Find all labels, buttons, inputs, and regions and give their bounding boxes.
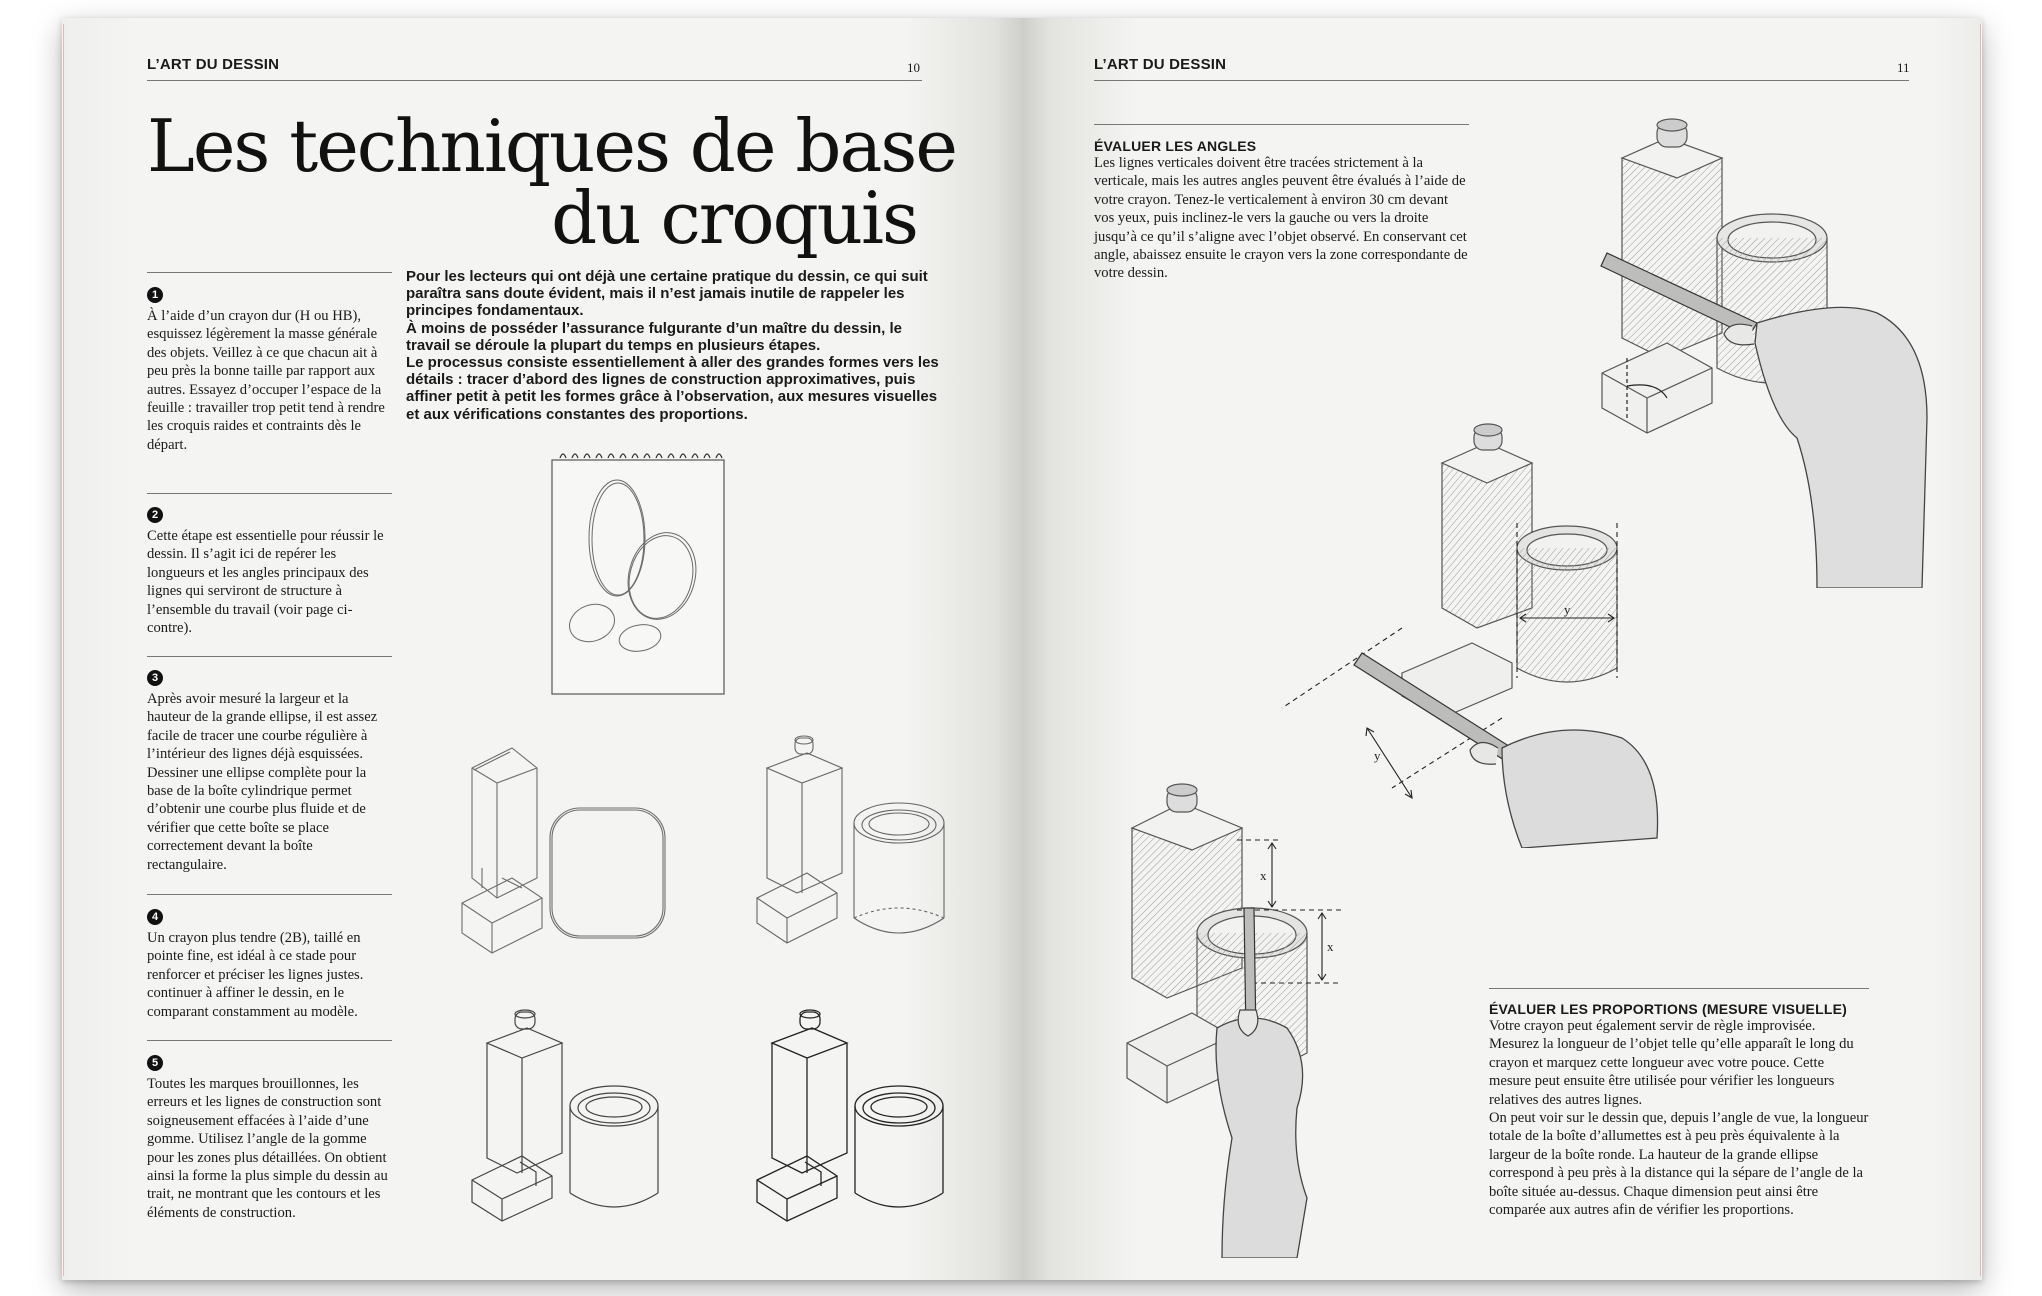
intro-paragraph: Le processus consiste essentiellement à aller des grandes formes vers les détails : tracer d’abord des lignes de construction approximatives, puis affiner petit à petit les formes grâce à l’observation, aux mesures visuelles et aux vérifications constantes des proportions. — [406, 354, 939, 423]
intro-text — [406, 268, 944, 423]
section-proportions — [1489, 1001, 1869, 1219]
section-heading: ÉVALUER LES PROPORTIONS (MESURE VISUELLE) — [1489, 1001, 1847, 1017]
header-rule — [1094, 80, 1909, 81]
section-angles — [1094, 138, 1469, 283]
step-rule — [147, 1040, 392, 1041]
step-rule — [147, 894, 392, 895]
section-paragraph: On peut voir sur le dessin que, depuis l’angle de vue, la longueur totale de la boîte d’allumettes est à peu près équivalente à la largeur de la boîte ronde. La hauteur de la grande ellipse correspond à peu près à la distance qui la sépare de l’angle de la boîte située au-dessus. Chaque dimension peut ainsi être comparée aux autres afin de vérifier les proportions. — [1489, 1110, 1869, 1219]
step-2 — [147, 505, 392, 637]
section-rule — [1489, 988, 1869, 989]
section-paragraph: Les lignes verticales doivent être tracées strictement à la verticale, mais les autres angles peuvent être évalués à l’aide de votre crayon. Tenez-le verticalement à environ 30 cm devant vos yeux, puis inclinez-le vers la gauche ou vers la droite jusqu’à ce qu’il s’aligne avec l’objet observé. En conservant cet angle, abaissez ensuite le crayon vers la zone correspondante de votre dessin. — [1094, 155, 1468, 282]
final-line-drawing-illustration — [727, 1008, 967, 1228]
right-page — [1022, 18, 1982, 1280]
height-measure-illustration — [1122, 778, 1532, 1258]
section-text — [1489, 1017, 1869, 1219]
step-text: Après avoir mesuré la largeur et la hauteur de la grande ellipse, il est assez facile de tracer une courbe régulière à l’intérieur des lignes déjà esquissées. Dessiner une ellipse complète pour la base de la boîte cylindrique permet d’obtenir une courbe plus fluide et de vérifier que cette boîte se place correctement devant la boîte rectangulaire. — [147, 691, 378, 873]
page-edge — [62, 24, 64, 1276]
sketchbook-illustration — [542, 448, 732, 698]
step-1 — [147, 285, 392, 454]
step-rule — [147, 656, 392, 657]
header-rule — [147, 80, 922, 81]
measure-label-y: y — [1374, 748, 1381, 763]
page-title — [147, 104, 1007, 260]
page-number: 10 — [907, 60, 920, 75]
step-text: Un crayon plus tendre (2B), taillé en pointe fine, est idéal à ce stade pour renforcer et préciser les lignes justes. continuer à affiner le dessin, en le comparant constamment au modèle. — [147, 930, 364, 1020]
page-edge — [1980, 24, 1982, 1276]
measure-label-y: y — [1564, 602, 1571, 617]
step-3 — [147, 668, 392, 874]
step-number: 1 — [147, 287, 163, 303]
section-rule — [1094, 124, 1469, 125]
title-line-1: Les techniques de base — [147, 104, 956, 188]
intro-paragraph: Pour les lecteurs qui ont déjà une certaine pratique du dessin, ce qui suit paraîtra sans doute évident, mais il n’est jamais inutile de rappeler les principes fondamentaux. — [406, 268, 928, 320]
step-4 — [147, 907, 392, 1021]
step-5 — [147, 1053, 392, 1222]
title-line-2: du croquis — [551, 176, 917, 260]
ellipse-sketch-illustration — [727, 728, 967, 968]
step-text: À l’aide d’un crayon dur (H ou HB), esquissez légèrement la masse générale des objets. Veillez à ce que chacun ait à peu près la bonne taille par rapport aux autres. Essayez d’occuper l’espace de la feuille : travailler trop petit tend à rendre les croquis raides et contraints dès le départ. — [147, 308, 385, 453]
step-rule — [147, 272, 392, 273]
section-text — [1094, 154, 1469, 283]
intro-paragraph: À moins de posséder l’assurance fulgurante d’un maître du dessin, le travail se déroule la plupart du temps en plusieurs étapes. — [406, 319, 902, 354]
step-text: Toutes les marques brouillonnes, les erreurs et les lignes de construction sont soigneusement effacées à l’aide d’une gomme. Utilisez l’angle de la gomme pour les zones plus détaillées. On obtient ainsi la forme la plus simple du dessin au trait, ne montrant que les contours et les éléments de construction. — [147, 1076, 388, 1221]
book-spread — [62, 18, 1982, 1280]
step-number: 5 — [147, 1055, 163, 1071]
section-paragraph: Votre crayon peut également servir de règle improvisée. Mesurez la longueur de l’objet telle qu’elle apparaît le long du crayon et marquez cette longueur avec votre pouce. Cette mesure peut ensuite être utilisée pour vérifier les longueurs relatives des autres lignes. — [1489, 1018, 1854, 1108]
step-number: 4 — [147, 909, 163, 925]
construction-sketch-illustration — [442, 728, 682, 968]
step-number: 3 — [147, 670, 163, 686]
step-rule — [147, 493, 392, 494]
measure-label-x: x — [1327, 939, 1334, 954]
step-number: 2 — [147, 507, 163, 523]
measure-label-x: x — [1260, 868, 1267, 883]
section-heading: ÉVALUER LES ANGLES — [1094, 138, 1257, 154]
step-text: Cette étape est essentielle pour réussir le dessin. Il s’agit ici de repérer les longueurs et les angles principaux des lignes qui serviront de structure à l’ensemble du travail (voir page ci-contre). — [147, 528, 384, 637]
refined-sketch-illustration — [442, 1008, 682, 1228]
page-number: 11 — [1897, 60, 1910, 75]
running-head: L’ART DU DESSIN — [1094, 56, 1227, 73]
left-page — [62, 18, 1022, 1280]
running-head: L’ART DU DESSIN — [147, 56, 280, 73]
